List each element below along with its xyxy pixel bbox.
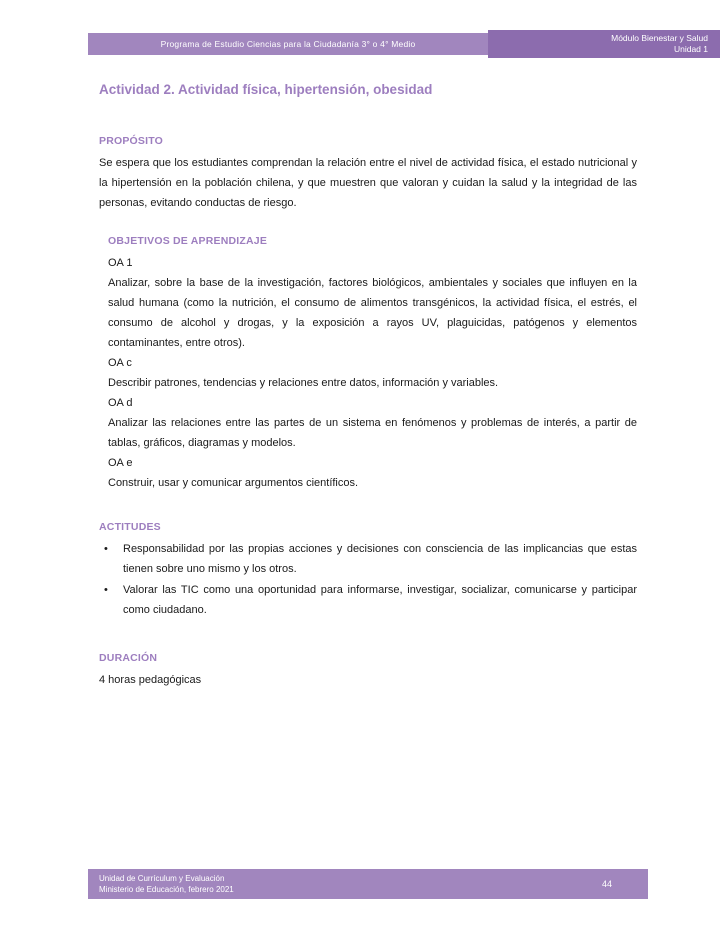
oa-item	[108, 353, 637, 393]
actitud-item: • Responsabilidad por las propias acciones y decisiones con consciencia de las implicancias que estas tienen sobre uno mismo y los otros.	[123, 539, 637, 579]
oa-code: OA e	[108, 457, 133, 469]
program-banner: Programa de Estudio Ciencias para la Ciudadanía 3° o 4° Medio	[88, 33, 488, 55]
oa-code: OA d	[108, 397, 133, 409]
unit-label: Unidad 1	[673, 44, 708, 54]
footer-line1: Unidad de Currículum y Evaluación	[99, 874, 225, 883]
oa-text: Analizar las relaciones entre las partes de un sistema en fenómenos y problemas de interés, a partir de tablas, gráficos, diagramas y modelos.	[108, 417, 637, 449]
footer-line2: Ministerio de Educación, febrero 2021	[99, 885, 234, 894]
proposito-text: Se espera que los estudiantes comprendan la relación entre el nivel de actividad física, el estado nutricional y la hipertensión en la población chilena, y que muestren que valoran y cuidan la salud y la integridad de las personas, evitando conductas de riesgo.	[99, 157, 637, 209]
module-banner	[488, 30, 720, 58]
duracion-heading: DURACIÓN	[99, 652, 158, 664]
actitudes-heading: ACTITUDES	[99, 521, 161, 533]
actitudes-list	[99, 539, 637, 620]
footer-credits	[99, 873, 234, 895]
page-header	[88, 30, 720, 58]
oa-item	[108, 393, 637, 453]
section-proposito	[99, 135, 637, 213]
section-actitudes	[99, 521, 637, 620]
proposito-heading: PROPÓSITO	[99, 135, 164, 147]
page-footer	[88, 869, 648, 899]
activity-title: Actividad 2. Actividad física, hipertensión, obesidad	[99, 82, 433, 97]
oa-text: Analizar, sobre la base de la investigación, factores biológicos, ambientales y sociales que influyen en la salud humana (como la nutrición, el consumo de alimentos transgénicos, la actividad física, el estrés, el consumo de alcohol y drogas, y la exposición a rayos UV, plaguicidas, patógenos y elementos contaminantes, entre otros).	[108, 277, 637, 349]
module-label: Módulo Bienestar y Salud	[611, 33, 708, 43]
objetivos-heading: OBJETIVOS DE APRENDIZAJE	[108, 235, 268, 247]
page-number: 44	[601, 879, 612, 889]
section-objetivos	[99, 235, 637, 493]
oa-text: Describir patrones, tendencias y relaciones entre datos, información y variables.	[108, 377, 499, 389]
section-duracion	[99, 652, 637, 690]
oa-code: OA c	[108, 357, 132, 369]
page-content	[99, 82, 637, 712]
oa-item	[108, 253, 637, 353]
duracion-text: 4 horas pedagógicas	[99, 674, 202, 686]
oa-item	[108, 453, 637, 493]
oa-text: Construir, usar y comunicar argumentos científicos.	[108, 477, 359, 489]
oa-code: OA 1	[108, 257, 133, 269]
actitud-item: • Valorar las TIC como una oportunidad para informarse, investigar, socializar, comunicarse y participar como ciudadano.	[123, 580, 637, 620]
